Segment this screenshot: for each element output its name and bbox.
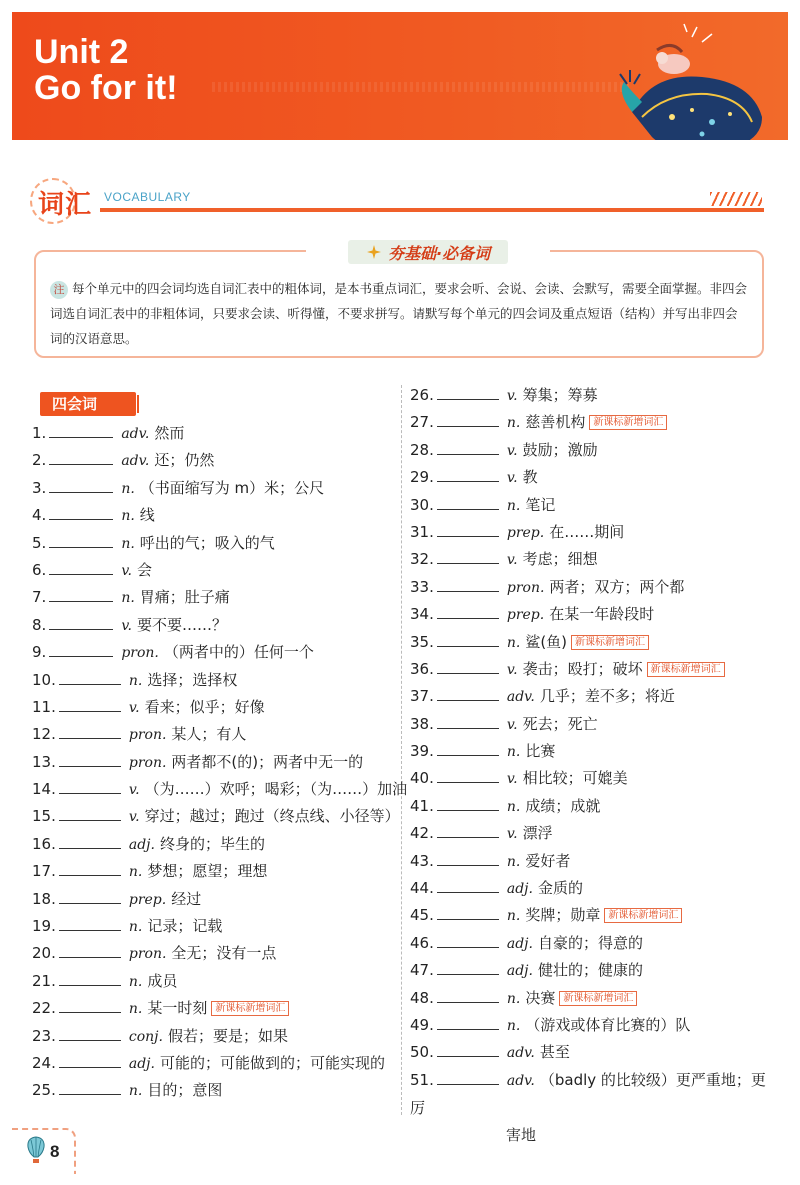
vocabulary-title-en: VOCABULARY — [104, 190, 191, 204]
part-of-speech: n. — [121, 535, 135, 552]
part-of-speech: adj. — [506, 963, 533, 980]
entry-number: 2. — [32, 451, 47, 470]
part-of-speech: n. — [128, 1001, 143, 1018]
vocab-entry — [32, 1077, 392, 1104]
answer-blank[interactable] — [437, 987, 499, 1003]
vocab-entry — [410, 519, 780, 546]
part-of-speech: v. — [506, 661, 518, 678]
entry-meaning: 目的；意图 — [147, 1081, 223, 1100]
entry-number: 41. — [410, 796, 434, 815]
unit-number: Unit 2 — [34, 33, 129, 71]
entry-meaning: （游戏或体育比赛的）队 — [525, 1015, 691, 1034]
vocab-entry — [32, 612, 392, 639]
answer-blank[interactable] — [437, 1041, 499, 1057]
answer-blank[interactable] — [437, 1069, 499, 1085]
answer-blank[interactable] — [437, 904, 499, 920]
part-of-speech: n. — [128, 973, 143, 990]
part-of-speech: pron. — [128, 754, 167, 771]
entry-meaning: 穿过；越过；跑过（终点线、小径等） — [144, 807, 400, 826]
vocab-entry — [32, 447, 392, 474]
vocab-entry — [32, 420, 392, 447]
answer-blank[interactable] — [437, 1014, 499, 1030]
entry-number: 30. — [410, 495, 434, 514]
part-of-speech: v. — [121, 617, 133, 634]
entry-number: 25. — [32, 1081, 56, 1100]
vocab-entry — [32, 858, 392, 885]
part-of-speech: prep. — [506, 524, 545, 541]
vocab-entry — [410, 738, 780, 765]
answer-blank[interactable] — [59, 751, 121, 767]
entry-number: 42. — [410, 824, 434, 843]
vocab-entry — [32, 1050, 392, 1077]
section-tab-four-skill-words: 四会词 — [40, 392, 136, 416]
unit-banner — [12, 12, 788, 140]
unit-subtitle: Go for it! — [34, 69, 178, 107]
vocab-entry — [410, 437, 780, 464]
part-of-speech: v. — [128, 782, 140, 799]
entry-meaning: 两者都不(的)；两者中无一的 — [171, 752, 364, 771]
part-of-speech: adj. — [128, 836, 155, 853]
answer-blank[interactable] — [437, 795, 499, 811]
answer-blank[interactable] — [59, 942, 121, 958]
answer-blank[interactable] — [59, 696, 121, 712]
entry-number: 8. — [32, 615, 47, 634]
part-of-speech: v. — [128, 699, 140, 716]
vocab-entry — [410, 629, 780, 656]
entry-meaning: 终身的；毕生的 — [159, 834, 265, 853]
entry-number: 17. — [32, 862, 56, 881]
answer-blank[interactable] — [49, 614, 113, 630]
entry-number: 35. — [410, 632, 434, 651]
part-of-speech: n. — [128, 1083, 143, 1100]
answer-blank[interactable] — [437, 877, 499, 893]
entry-meaning: 线 — [139, 506, 155, 525]
answer-blank[interactable] — [437, 822, 499, 838]
part-of-speech: adj. — [128, 1055, 155, 1072]
entry-number: 24. — [32, 1053, 56, 1072]
entry-number: 3. — [32, 478, 47, 497]
entry-number: 37. — [410, 687, 434, 706]
part-of-speech: adv. — [506, 689, 535, 706]
answer-blank[interactable] — [437, 548, 499, 564]
answer-blank[interactable] — [59, 723, 121, 739]
entry-meaning: 会 — [137, 560, 153, 579]
entry-meaning: 两者；双方；两个都 — [549, 577, 685, 596]
part-of-speech: n. — [506, 908, 521, 925]
entry-meaning: 相比较；可媲美 — [522, 769, 628, 788]
note-tag-label: 夯基础·必备词 — [387, 243, 491, 263]
entry-number: 6. — [32, 560, 47, 579]
entry-number: 40. — [410, 769, 434, 788]
answer-blank[interactable] — [437, 494, 499, 510]
entry-meaning: （badly 的比较级）更严重地；更厉 — [410, 1070, 766, 1117]
entry-meaning: 笔记 — [525, 495, 556, 514]
entry-number: 4. — [32, 506, 47, 525]
entry-meaning: 全无；没有一点 — [171, 944, 277, 963]
answer-blank[interactable] — [49, 504, 113, 520]
vocab-entry — [32, 831, 392, 858]
part-of-speech: n. — [506, 497, 521, 514]
entry-number: 18. — [32, 889, 56, 908]
answer-blank[interactable] — [437, 740, 499, 756]
answer-blank[interactable] — [59, 915, 121, 931]
answer-blank[interactable] — [59, 778, 121, 794]
page-number: 8 — [50, 1142, 60, 1161]
vocab-entry — [32, 940, 392, 967]
entry-number: 20. — [32, 944, 56, 963]
entry-number: 32. — [410, 550, 434, 569]
entry-meaning: 决赛 — [525, 988, 556, 1007]
part-of-speech: n. — [506, 990, 521, 1007]
vocab-entry — [32, 721, 392, 748]
vocab-entry — [410, 985, 780, 1012]
part-of-speech: prep. — [128, 891, 167, 908]
section-tab-bars-decoration — [122, 395, 142, 413]
entry-number: 13. — [32, 752, 56, 771]
entry-number: 29. — [410, 468, 434, 487]
entry-meaning: （书面缩写为 m）米；公尺 — [139, 478, 325, 497]
entry-meaning: 成绩；成就 — [525, 796, 601, 815]
part-of-speech: v. — [128, 809, 140, 826]
entry-number: 21. — [32, 971, 56, 990]
answer-blank[interactable] — [437, 384, 499, 400]
answer-blank[interactable] — [59, 1079, 121, 1095]
vocab-entry — [410, 1067, 780, 1148]
new-word-badge: 新课标新增词汇 — [589, 415, 667, 430]
vocab-entry — [410, 492, 780, 519]
entry-meaning: 在……期间 — [549, 522, 625, 541]
part-of-speech: adv. — [506, 1045, 535, 1062]
vocab-entry — [32, 639, 392, 666]
vocab-list-right — [410, 382, 780, 1148]
part-of-speech: n. — [128, 672, 143, 689]
entry-meaning: 在某一年龄段时 — [549, 605, 655, 624]
heading-slashes-decoration — [710, 192, 762, 206]
vocabulary-title-cn: 词汇 — [38, 190, 93, 220]
entry-meaning: 胃痛；肚子痛 — [139, 588, 230, 607]
vocab-entry — [32, 776, 408, 803]
answer-blank[interactable] — [59, 1025, 121, 1041]
answer-blank[interactable] — [49, 532, 113, 548]
entry-number: 9. — [32, 643, 47, 662]
entry-number: 45. — [410, 906, 434, 925]
entry-meaning: 呼出的气；吸入的气 — [139, 533, 275, 552]
entry-meaning: 健壮的；健康的 — [537, 961, 643, 980]
answer-blank[interactable] — [437, 932, 499, 948]
entry-number: 15. — [32, 807, 56, 826]
entry-number: 47. — [410, 961, 434, 980]
entry-meaning: 漂浮 — [522, 824, 553, 843]
answer-blank[interactable] — [437, 685, 499, 701]
entry-meaning: 记录；记载 — [147, 917, 223, 936]
whale-illustration — [612, 22, 782, 140]
entry-meaning: 经过 — [171, 889, 202, 908]
entry-meaning: 奖牌；勋章 — [525, 906, 601, 925]
new-word-badge: 新课标新增词汇 — [211, 1001, 289, 1016]
note-marker-icon: 注 — [50, 281, 68, 299]
vocab-entry — [410, 1012, 780, 1039]
part-of-speech: prep. — [506, 607, 545, 624]
unit-title — [34, 34, 178, 106]
part-of-speech: n. — [121, 508, 135, 525]
entry-number: 51. — [410, 1070, 434, 1089]
entry-number: 36. — [410, 659, 434, 678]
part-of-speech: pron. — [121, 645, 159, 662]
entry-number: 16. — [32, 834, 56, 853]
part-of-speech: v. — [121, 562, 133, 579]
entry-number: 12. — [32, 725, 56, 744]
vocab-entry — [410, 546, 780, 573]
entry-meaning: 考虑；细想 — [522, 550, 598, 569]
part-of-speech: v. — [506, 388, 518, 404]
part-of-speech: pron. — [506, 579, 545, 596]
note-tag — [306, 238, 550, 266]
vocab-entry — [410, 464, 780, 491]
entry-number: 46. — [410, 933, 434, 952]
vocab-entry — [410, 601, 780, 628]
entry-number: 27. — [410, 413, 434, 432]
vocab-entry — [410, 1039, 780, 1066]
part-of-speech: pron. — [128, 946, 167, 963]
vocab-entry — [32, 913, 392, 940]
vocab-entry — [32, 694, 392, 721]
heading-underline — [100, 208, 764, 212]
entry-meaning: 然而 — [154, 424, 185, 442]
entry-meaning: 可能的；可能做到的；可能实现的 — [159, 1053, 385, 1072]
entry-meaning: 慈善机构 — [525, 413, 586, 432]
entry-number: 11. — [32, 697, 56, 716]
entry-meaning: 几乎；差不多；将近 — [539, 687, 675, 706]
answer-blank[interactable] — [59, 1052, 121, 1068]
answer-blank[interactable] — [59, 669, 121, 685]
entry-meaning: 要不要……？ — [137, 615, 228, 634]
answer-blank[interactable] — [437, 411, 499, 427]
part-of-speech: v. — [506, 470, 518, 487]
part-of-speech: adv. — [506, 1072, 535, 1089]
answer-blank[interactable] — [49, 449, 113, 465]
part-of-speech: v. — [506, 771, 518, 788]
vocab-entry — [32, 749, 392, 776]
entry-meaning-continued: 害地 — [506, 1125, 537, 1144]
entry-meaning: （为……）欢呼；喝彩；（为……）加油 — [144, 780, 408, 799]
part-of-speech: adv. — [121, 453, 150, 470]
answer-blank[interactable] — [437, 466, 499, 482]
answer-blank[interactable] — [59, 805, 121, 821]
part-of-speech: n. — [506, 1017, 521, 1034]
entry-number: 38. — [410, 714, 434, 733]
entry-number: 26. — [410, 386, 434, 404]
vocab-list-left — [32, 420, 408, 1105]
entry-meaning: 选择；选择权 — [147, 670, 238, 689]
new-word-badge: 新课标新增词汇 — [559, 991, 637, 1006]
vocab-entry — [410, 848, 780, 875]
vocab-entry — [32, 584, 392, 611]
part-of-speech: n. — [128, 919, 143, 936]
vocabulary-heading — [30, 178, 770, 222]
entry-meaning: 梦想；愿望；理想 — [147, 862, 268, 881]
entry-meaning: 看来；似乎；好像 — [144, 697, 265, 716]
answer-blank[interactable] — [59, 860, 121, 876]
entry-meaning: 假若；要是；如果 — [167, 1026, 288, 1045]
vocab-entry — [32, 667, 392, 694]
answer-blank[interactable] — [437, 631, 499, 647]
answer-blank[interactable] — [49, 559, 113, 575]
vocab-entry — [410, 793, 780, 820]
entry-meaning: （两者中的）任何一个 — [163, 643, 314, 662]
vocab-entry — [410, 765, 780, 792]
page-number-badge — [12, 1128, 72, 1174]
answer-blank[interactable] — [437, 959, 499, 975]
vocab-entry — [410, 957, 780, 984]
vocab-entry — [410, 382, 780, 409]
part-of-speech: n. — [121, 480, 135, 497]
entry-number: 22. — [32, 999, 56, 1018]
entry-meaning: 袭击；殴打；破坏 — [522, 659, 643, 678]
answer-blank[interactable] — [437, 521, 499, 537]
entry-number: 43. — [410, 851, 434, 870]
vocab-entry — [410, 656, 780, 683]
part-of-speech: adj. — [506, 881, 533, 898]
entry-meaning: 爱好者 — [525, 851, 571, 870]
answer-blank[interactable] — [437, 603, 499, 619]
vocab-entry — [410, 930, 780, 957]
note-text: 每个单元中的四会词均选自词汇表中的粗体词，是本书重点词汇，要求会听、会说、会读、会默写，需要全面掌握。非四会词选自词汇表中的非粗体词，只要求会读、听得懂，不要求拼写。请默写每个单元的四会词及重点短语（结构）并写出非四会词的汉语意思。 — [50, 281, 748, 346]
entry-number: 10. — [32, 670, 56, 689]
answer-blank[interactable] — [59, 970, 121, 986]
entry-meaning: 教 — [522, 468, 538, 487]
new-word-badge: 新课标新增词汇 — [571, 635, 649, 650]
sparkle-icon — [366, 244, 382, 260]
banner-texture — [212, 82, 632, 92]
vocab-entry — [410, 902, 780, 929]
part-of-speech: n. — [506, 798, 521, 815]
answer-blank[interactable] — [49, 586, 113, 602]
part-of-speech: n. — [121, 590, 135, 607]
entry-meaning: 甚至 — [539, 1043, 570, 1062]
vocab-entry — [410, 711, 780, 738]
vocab-entry — [410, 409, 780, 436]
part-of-speech: v. — [506, 716, 518, 733]
entry-meaning: 成员 — [147, 971, 178, 990]
part-of-speech: v. — [506, 552, 518, 569]
note-text-block — [50, 276, 748, 351]
entry-number: 39. — [410, 742, 434, 761]
hot-air-balloon-icon — [26, 1136, 46, 1164]
entry-meaning: 死去；死亡 — [522, 714, 598, 733]
vocab-entry — [32, 968, 392, 995]
vocab-entry — [32, 995, 392, 1022]
entry-number: 50. — [410, 1043, 434, 1062]
entry-number: 44. — [410, 879, 434, 898]
entry-meaning: 筹集；筹募 — [522, 386, 598, 404]
answer-blank[interactable] — [59, 997, 121, 1013]
part-of-speech: n. — [506, 634, 521, 651]
vocab-entry — [410, 683, 780, 710]
entry-meaning: 比赛 — [525, 742, 556, 761]
part-of-speech: pron. — [128, 727, 167, 744]
new-word-badge: 新课标新增词汇 — [647, 662, 725, 677]
column-divider — [401, 385, 402, 1115]
entry-meaning: 自豪的；得意的 — [537, 933, 643, 952]
part-of-speech: n. — [506, 853, 521, 870]
vocab-entry — [32, 530, 392, 557]
answer-blank[interactable] — [59, 888, 121, 904]
vocab-entry — [32, 557, 392, 584]
answer-blank[interactable] — [49, 641, 113, 657]
vocab-entry — [32, 502, 392, 529]
entry-number: 5. — [32, 533, 47, 552]
answer-blank[interactable] — [437, 713, 499, 729]
entry-number: 1. — [32, 424, 47, 442]
entry-number: 34. — [410, 605, 434, 624]
entry-meaning: 某人；有人 — [171, 725, 247, 744]
answer-blank[interactable] — [437, 850, 499, 866]
entry-number: 19. — [32, 917, 56, 936]
entry-meaning: 某一时刻 — [147, 999, 208, 1018]
part-of-speech: v. — [506, 826, 518, 843]
vocab-entry — [32, 886, 392, 913]
entry-meaning: 金质的 — [537, 879, 583, 898]
part-of-speech: adv. — [121, 426, 150, 442]
entry-number: 7. — [32, 588, 47, 607]
entry-number: 49. — [410, 1015, 434, 1034]
entry-meaning: 鼓励；激励 — [522, 440, 598, 459]
part-of-speech: n. — [128, 864, 143, 881]
answer-blank[interactable] — [437, 576, 499, 592]
answer-blank[interactable] — [437, 439, 499, 455]
vocab-entry — [410, 820, 780, 847]
vocab-entry — [32, 803, 400, 830]
answer-blank[interactable] — [437, 767, 499, 783]
answer-blank[interactable] — [59, 833, 121, 849]
entry-meaning: 鲨(鱼) — [525, 632, 568, 651]
entry-number: 48. — [410, 988, 434, 1007]
entry-number: 23. — [32, 1026, 56, 1045]
answer-blank[interactable] — [49, 422, 113, 438]
entry-number: 14. — [32, 780, 56, 799]
part-of-speech: conj. — [128, 1028, 163, 1045]
instruction-note-box — [34, 243, 764, 358]
vocab-entry — [410, 574, 780, 601]
part-of-speech: n. — [506, 744, 521, 761]
entry-number: 31. — [410, 522, 434, 541]
entry-number: 28. — [410, 440, 434, 459]
entry-meaning: 还；仍然 — [154, 451, 215, 470]
entry-number: 33. — [410, 577, 434, 596]
vocab-entry — [32, 1023, 392, 1050]
part-of-speech: v. — [506, 442, 518, 459]
new-word-badge: 新课标新增词汇 — [604, 908, 682, 923]
answer-blank[interactable] — [437, 658, 499, 674]
vocab-entry — [32, 475, 392, 502]
answer-blank[interactable] — [49, 477, 113, 493]
part-of-speech: n. — [506, 415, 521, 432]
part-of-speech: adj. — [506, 935, 533, 952]
vocab-entry — [410, 875, 780, 902]
